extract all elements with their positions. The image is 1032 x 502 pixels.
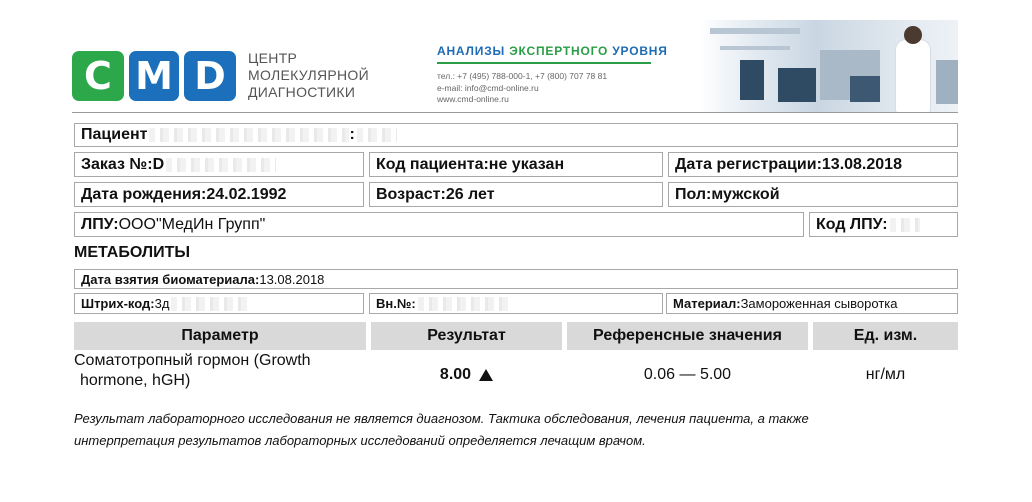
logo-letter-c: C <box>72 51 124 101</box>
contact-phone: тел.: +7 (495) 788-000-1, +7 (800) 707 78 81 <box>437 71 608 81</box>
cmd-logo <box>72 51 236 101</box>
internal-number-field <box>369 293 663 314</box>
parameter-name-line: hormone, hGH) <box>80 372 191 389</box>
birth-value: 24.02.1992 <box>206 185 287 203</box>
org-name-line: МОЛЕКУЛЯРНОЙ <box>248 67 369 83</box>
contact-site: www.cmd-online.ru <box>437 94 509 104</box>
disclaimer <box>74 408 809 452</box>
redacted-patient-name <box>149 128 349 142</box>
reg-date-value: 13.08.2018 <box>821 155 902 173</box>
contact-email: e-mail: info@cmd-online.ru <box>437 82 539 93</box>
redacted-lpu-code <box>890 218 920 232</box>
table-header-parameter: Параметр <box>74 322 366 350</box>
age-label: Возраст: <box>376 185 446 203</box>
sex-field <box>668 182 958 207</box>
table-header-result: Результат <box>371 322 562 350</box>
patient-value: : <box>349 126 355 143</box>
parameter-name-line: Соматотропный гормон (Growth <box>74 352 311 369</box>
order-number-field <box>74 152 364 177</box>
material-label: Материал: <box>673 296 741 311</box>
material-value: Замороженная сыворотка <box>740 296 898 311</box>
patient-code-label: Код пациента: <box>376 155 489 173</box>
patient-label: Пациент <box>81 126 148 143</box>
lab-photo <box>700 20 958 112</box>
lpu-label: ЛПУ: <box>81 215 119 233</box>
order-label: Заказ №: <box>81 155 153 173</box>
org-name <box>248 50 369 101</box>
patient-name-field <box>74 123 958 147</box>
lpu-field <box>74 212 804 237</box>
age-field <box>369 182 663 207</box>
lpu-code-field <box>809 212 958 237</box>
sex-label: Пол: <box>675 185 712 203</box>
patient-code-value: не указан <box>488 155 565 173</box>
logo-letter-d: D <box>184 51 236 101</box>
reg-date-label: Дата регистрации: <box>675 155 822 173</box>
lpu-value: ООО"МедИн Групп" <box>118 215 266 233</box>
disclaimer-line: Результат лабораторного исследования не является диагнозом. Тактика обследования, лечения пациента, а также <box>74 411 809 426</box>
age-value: 26 лет <box>445 185 495 203</box>
birth-label: Дата рождения: <box>81 185 207 203</box>
patient-code-field <box>369 152 663 177</box>
section-title: МЕТАБОЛИТЫ <box>74 244 191 261</box>
order-value: D <box>152 155 165 173</box>
redacted-order-number <box>166 158 276 172</box>
header-divider <box>72 112 958 113</box>
internal-no-label: Вн.№: <box>376 296 416 311</box>
tagline-green: ЭКСПЕРТНОГО <box>509 44 609 58</box>
sample-date-label: Дата взятия биоматериала: <box>81 271 260 287</box>
result-value: 8.00 <box>439 366 472 383</box>
table-header-reference: Референсные значения <box>567 322 808 350</box>
barcode-value: 3д <box>154 296 170 311</box>
birth-date-field <box>74 182 364 207</box>
lpu-code-label: Код ЛПУ: <box>816 215 888 233</box>
redacted-internal-number <box>418 297 508 311</box>
table-header-unit: Ед. изм. <box>813 322 958 350</box>
logo-letter-m: M <box>129 51 179 101</box>
table-row-reference: 0.06 — 5.00 <box>643 366 732 383</box>
disclaimer-line: интерпретация результатов лабораторных исследований определяется лечащим врачом. <box>74 433 646 448</box>
org-name-line: ДИАГНОСТИКИ <box>248 84 356 100</box>
tagline-end: УРОВНЯ <box>608 44 668 58</box>
tagline <box>437 44 668 58</box>
org-name-line: ЦЕНТР <box>248 50 298 66</box>
material-field <box>666 293 958 314</box>
redacted-barcode <box>171 297 251 311</box>
tagline-underline <box>437 62 651 64</box>
table-row-parameter <box>74 351 370 391</box>
sample-date-value: 13.08.2018 <box>259 271 325 287</box>
arrow-up-icon <box>479 369 493 381</box>
table-row-result <box>371 361 562 389</box>
barcode-label: Штрих-код: <box>81 296 155 311</box>
table-row-unit: нг/мл <box>865 366 906 383</box>
redacted-patient-name <box>357 128 397 142</box>
sex-value: мужской <box>711 185 780 203</box>
barcode-field <box>74 293 364 314</box>
tagline-blue: АНАЛИЗЫ <box>437 44 510 58</box>
registration-date-field <box>668 152 958 177</box>
contacts <box>437 71 607 106</box>
sample-date-field <box>74 269 958 289</box>
